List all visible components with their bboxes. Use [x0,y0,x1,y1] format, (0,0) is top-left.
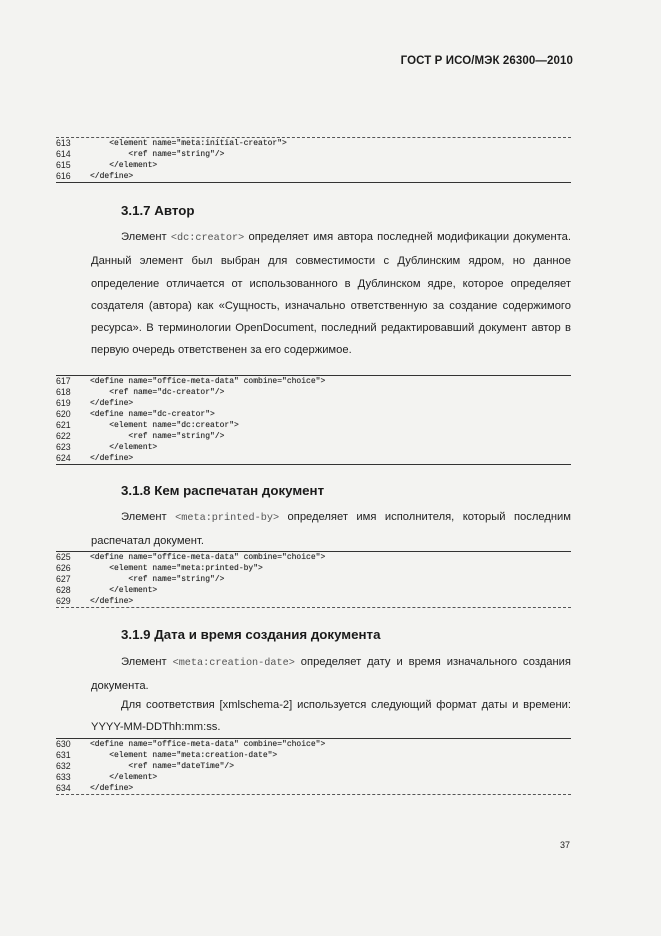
code-line [56,563,571,574]
code-text: </element> [90,161,158,170]
code-line [56,596,571,607]
code-text: </element> [90,773,158,782]
line-number: 621 [56,420,71,430]
section-heading-3-1-9: 3.1.9 Дата и время создания документа [121,627,381,642]
line-number: 616 [56,171,71,181]
code-text: <ref name="string"/> [90,575,225,584]
code-text: </element> [90,586,158,595]
line-number: 627 [56,574,71,584]
code-line [56,750,571,761]
line-number: 626 [56,563,71,573]
code-line [56,585,571,596]
code-line [56,761,571,772]
para-text-pre: Элемент [121,511,176,523]
code-line [56,160,571,171]
code-line [56,420,571,431]
code-line [56,149,571,160]
section-3-1-9-paragraph-2: Для соответствия [xmlschema-2] используется следующий формат даты и времени: YYYY-MM-DDThh:mm:ss. [91,699,571,734]
code-text: </define> [90,454,134,463]
line-number: 619 [56,398,71,408]
line-number: 633 [56,772,71,782]
line-number: 613 [56,138,71,148]
document-header-title: ГОСТ Р ИСО/МЭК 26300—2010 [400,55,573,67]
line-number: 628 [56,585,71,595]
code-line [56,453,571,464]
code-listing-613-616 [56,137,571,183]
section-3-1-9-paragraph-1 [91,651,571,698]
code-text: <define name="office-meta-data" combine="choice"> [90,553,326,562]
code-line [56,783,571,794]
page-number: 37 [560,840,571,850]
code-line [56,387,571,398]
para-text-pre: Элемент [121,231,171,243]
para-text-post: определяет имя автора последней модификации документа. Данный элемент был выбран для совместимости с Дублинским ядром, но данное определение отличается от использованного в Дублинском ядре, которое определяет создателя (автора) как «Сущность, изначально ответственную за создание содержимого ресурса». В терминологии OpenDocument, последний редактировавший документ автор в первую очередь ответственен за его содержимое. [91,231,572,357]
line-number: 614 [56,149,71,159]
inline-code-meta-creation-date: <meta:creation-date> [172,658,295,669]
line-number: 620 [56,409,71,419]
section-3-1-7-paragraph [91,226,571,362]
line-number: 632 [56,761,71,771]
inline-code-dc-creator: <dc:creator> [170,233,245,244]
code-line [56,739,571,750]
code-text: </define> [90,399,134,408]
section-heading-3-1-8: 3.1.8 Кем распечатан документ [121,483,325,498]
line-number: 629 [56,596,71,606]
line-number: 625 [56,552,71,562]
para-text-post: определяет дату и время изначального создания документа. [91,656,571,693]
code-line [56,552,571,563]
code-line [56,171,571,182]
line-number: 622 [56,431,71,441]
code-text: <ref name="dc-creator"/> [90,388,225,397]
code-text: <element name="dc:creator"> [90,421,239,430]
code-line [56,409,571,420]
line-number: 634 [56,783,71,793]
code-text: </define> [90,172,134,181]
code-text: <element name="meta:creation-date"> [90,751,278,760]
code-listing-630-634 [56,738,571,795]
para-text-pre: Элемент [121,656,173,668]
code-line [56,431,571,442]
para-text-post: определяет имя исполнителя, который последним распечатал документ. [91,511,571,548]
code-line [56,398,571,409]
code-text: <ref name="string"/> [90,150,225,159]
code-text: <ref name="dateTime"/> [90,762,235,771]
line-number: 617 [56,376,71,386]
line-number: 630 [56,739,71,749]
line-number: 623 [56,442,71,452]
code-text: <define name="office-meta-data" combine="choice"> [90,740,326,749]
code-text: <element name="meta:initial-creator"> [90,139,287,148]
line-number: 615 [56,160,71,170]
line-number: 631 [56,750,71,760]
line-number: 624 [56,453,71,463]
code-text: </define> [90,597,134,606]
code-text: <define name="dc-creator"> [90,410,215,419]
code-text: <element name="meta:printed-by"> [90,564,263,573]
code-text: <define name="office-meta-data" combine="choice"> [90,377,326,386]
code-listing-625-629 [56,551,571,608]
code-text: </element> [90,443,158,452]
code-line [56,376,571,387]
code-line [56,138,571,149]
code-text: <ref name="string"/> [90,432,225,441]
line-number: 618 [56,387,71,397]
code-line [56,772,571,783]
section-heading-3-1-7: 3.1.7 Автор [121,203,195,218]
section-3-1-8-paragraph [91,506,571,553]
code-line [56,574,571,585]
inline-code-meta-printed-by: <meta:printed-by> [175,513,280,524]
code-listing-617-624 [56,375,571,465]
code-line [56,442,571,453]
code-text: </define> [90,784,134,793]
